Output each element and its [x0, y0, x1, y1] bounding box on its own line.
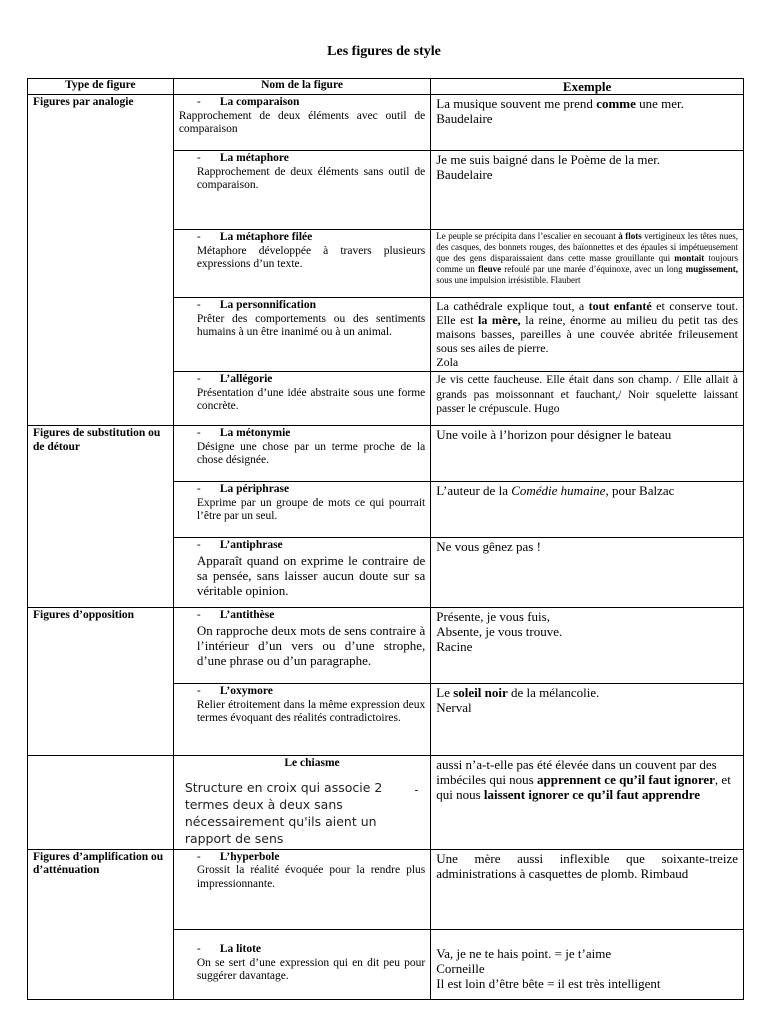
figure-name: - La périphrase: [196, 483, 290, 495]
example-cell: Présente, je vous fuis, Absente, je vous trouve. Racine: [431, 608, 744, 684]
example-cell: aussi n’a-t-elle pas été élevée dans un couvent par des imbéciles qui nous apprennent ce qu’il faut ignorer, et qui nous laissent ignorer ce qu’il faut apprendre: [431, 756, 744, 850]
example-cell: Va, je ne te hais point. = je t’aime Corneille Il est loin d’être bête = il est très intelligent: [431, 929, 744, 999]
example-cell: La musique souvent me prend comme une mer. Baudelaire: [431, 95, 744, 151]
figure-desc: Grossit la réalité évoquée pour la rendre plus impressionnante.: [196, 864, 426, 890]
figure-cell: [173, 538, 430, 608]
table-row: [28, 426, 744, 482]
figure-cell: [173, 298, 430, 372]
figure-desc: Désigne une chose par un terme proche de la chose désignée.: [196, 440, 426, 466]
figure-name: - La comparaison: [196, 96, 300, 108]
group-analogie: Figures par analogie: [28, 95, 174, 426]
page-title: Les figures de style: [327, 44, 441, 59]
figure-name: - L’hyperbole: [196, 850, 280, 863]
example-cell: Je vis cette faucheuse. Elle était dans son champ. / Elle allait à grands pas moissonnant et fauchant,/ Noir squelette laissant passer le crépuscule. Hugo: [431, 372, 744, 426]
table-row: [28, 849, 744, 929]
example-cell: L’auteur de la Comédie humaine, pour Balzac: [431, 482, 744, 538]
figure-name: - L’oxymore: [196, 685, 273, 697]
figure-desc: Métaphore développée à travers plusieurs expressions d’un texte.: [196, 244, 426, 270]
figure-desc: Prêter des comportements ou des sentiments humains à un être inanimé ou à un animal.: [196, 312, 426, 338]
example-cell: Je me suis baigné dans le Poème de la mer. Baudelaire: [431, 151, 744, 230]
table-row: [28, 756, 744, 850]
figure-cell: [173, 684, 430, 756]
figure-desc: On se sert d’une expression qui en dit peu pour suggérer davantage.: [196, 956, 426, 983]
group-empty: [28, 756, 174, 850]
example-cell: La cathédrale explique tout, a tout enfanté et conserve tout. Elle est la mère, la reine, énorme au milieu du petit tas des maisons basses, pareilles à une couvée abritée frileusement sous ses ailes de pierre. Zola: [431, 298, 744, 372]
figure-desc: Apparaît quand on exprime le contraire de sa pensée, sans laisser aucun doute sur sa véritable opinion.: [196, 552, 426, 598]
group-amplification: Figures d’amplification ou d’atténuation: [28, 849, 174, 999]
figure-cell: [173, 756, 430, 850]
table-row: [28, 95, 744, 151]
figure-cell: [173, 151, 430, 230]
figure-cell: [173, 482, 430, 538]
figure-cell: [173, 608, 430, 684]
figure-cell: [173, 849, 430, 929]
figures-table: [27, 78, 744, 1000]
figure-name: - La métaphore: [196, 152, 289, 164]
figure-desc: Exprime par un groupe de mots ce qui pourrait l’être par un seul.: [196, 496, 426, 522]
figure-cell: [173, 929, 430, 999]
header-nom: Nom de la figure: [173, 79, 430, 95]
figure-name: - La métaphore filée: [196, 231, 313, 243]
example-cell: Le peuple se précipita dans l’escalier en secouant à flots vertigineux les têtes nues, des casques, des bonnets rouges, des baïonnettes et des épaules si impétueusement que des gens disparaissaient dans cette masse grouillante qui montait toujours comme un fleuve refoulé par une marée d’équinoxe, avec un long mugissement, sous une impulsion irrésistible. Flaubert: [431, 230, 744, 298]
figure-cell: [173, 230, 430, 298]
figure-desc: Rapprochement de deux éléments avec outil de comparaison: [178, 109, 426, 135]
figure-desc: Rapprochement de deux éléments sans outil de comparaison.: [196, 165, 426, 191]
figure-name: - La litote: [196, 943, 262, 956]
figure-desc: On rapproche deux mots de sens contraire à l’intérieur d’un vers ou d’une strophe, d’une phrase ou d’un paragraphe.: [196, 622, 426, 668]
example-cell: Une voile à l’horizon pour désigner le bateau: [431, 426, 744, 482]
figure-name: Le chiasme: [284, 757, 340, 769]
figure-name: - L’antiphrase: [196, 539, 283, 551]
figure-cell: [173, 372, 430, 426]
header-exemple: Exemple: [431, 79, 744, 95]
example-cell: Une mère aussi inflexible que soixante-treize administrations à casquettes de plomb. Rimbaud: [431, 849, 744, 929]
figure-desc: Relier étroitement dans la même expression deux termes évoquant des réalités contradictoires.: [196, 698, 426, 724]
group-opposition: Figures d’opposition: [28, 608, 174, 756]
figure-cell: [173, 426, 430, 482]
example-cell: Ne vous gênez pas !: [431, 538, 744, 608]
figure-name: - La métonymie: [196, 427, 291, 439]
figure-name: - L’allégorie: [196, 373, 273, 385]
figure-name: - La personnification: [196, 299, 316, 311]
table-row: [28, 608, 744, 684]
header-type: Type de figure: [28, 79, 174, 95]
example-cell: Le soleil noir de la mélancolie. Nerval: [431, 684, 744, 756]
table-header-row: [28, 79, 744, 95]
figure-desc: Structure en croix qui associe 2 termes deux à deux sans nécessairement qu'ils aient un rapport de sens: [184, 779, 383, 846]
group-substitution: Figures de substitution ou de détour: [28, 426, 174, 608]
figure-name: - L’antithèse: [196, 609, 275, 621]
figure-desc: Présentation d’une idée abstraite sous une forme concrète.: [196, 386, 426, 412]
figure-cell: [173, 95, 430, 151]
dash-mark: -: [414, 784, 419, 796]
